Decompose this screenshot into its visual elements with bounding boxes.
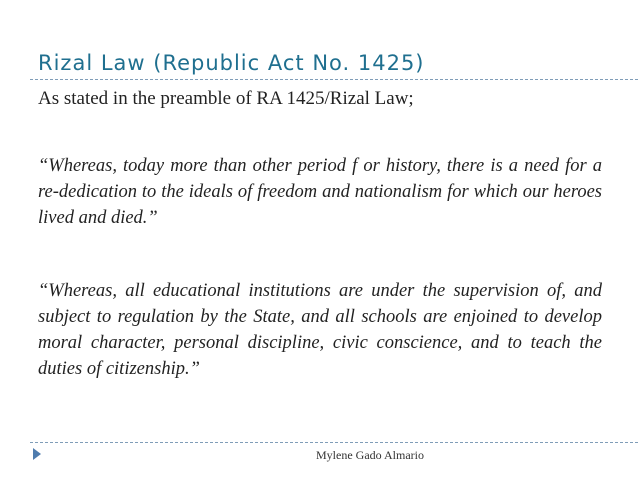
title-divider <box>30 79 638 80</box>
footer-divider <box>30 442 638 443</box>
slide-title: Rizal Law (Republic Act No. 1425) <box>38 51 425 75</box>
footer-author: Mylene Gado Almario <box>316 448 424 462</box>
quote-paragraph-2: “Whereas, all educational institutions are under the supervision of, and subject to regulation by the State, and all schools are enjoined to develop moral character, personal discipline, civic conscience, and to teach the duties of citizenship.” <box>38 281 602 379</box>
quote-paragraph-1: “Whereas, today more than other period f or history, there is a need for a re-dedication to the ideals of freedom and nationalism for which our heroes lived and died.” <box>38 156 602 228</box>
slide-subtitle: As stated in the preamble of RA 1425/Rizal Law; <box>38 88 414 109</box>
triangle-right-icon <box>33 448 41 460</box>
